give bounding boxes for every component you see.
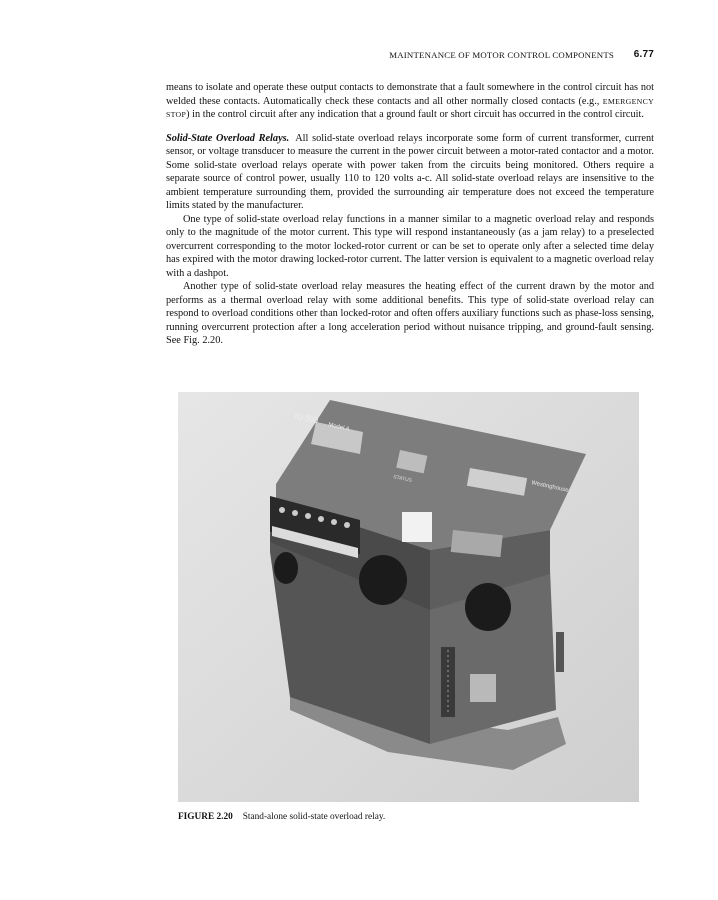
conductor-hole-third xyxy=(274,552,298,584)
emergency-stop-smallcaps: EMERGENCY STOP xyxy=(166,96,654,119)
conductor-hole-right xyxy=(465,583,511,631)
page-number: 6.77 xyxy=(633,49,654,60)
white-connector xyxy=(402,512,432,542)
figure-photo xyxy=(178,392,639,802)
paragraph-continuation: means to isolate and operate these output contacts to demonstrate that a fault somewhere in the control circuit has not welded these contacts. Automatically check these contacts and all other normally closed contacts (e.g., EMERGENCY STOP) in the control circuit after any indication that a ground fault or short circuit has occurred in the control circuit. xyxy=(166,82,654,120)
running-head xyxy=(166,50,654,62)
model-label: IQ 500 xyxy=(293,411,319,426)
model-sub-label: Model A xyxy=(327,422,351,433)
paragraph-magnitude-type: One type of solid-state overload relay functions in a manner similar to a magnetic overload relay and responds only to the magnitude of the motor current. This type will respond instantaneously (as a jam relay) to a preselected overcurrent corresponding to the motor locked-rotor current or can be set to operate only after a selected time delay has expired with the motor drawing locked-rotor current. The latter version is equivalent to a magnetic overload relay with a dashpot. xyxy=(166,213,654,279)
caption-text: Stand-alone solid-state overload relay. xyxy=(242,812,386,822)
conductor-hole-left xyxy=(359,555,407,605)
brand-label: Westinghouse xyxy=(530,480,569,494)
paragraph-solid-state-overload: Solid-State Overload Relays. All solid-state overload relays incorporate some form of current transformer, current sensor, or voltage transducer to measure the current in the power circuit between a motor-rated contactor and a motor. Some solid-state overload relays operate with power taken from the circuits being monitored. Others require a separate source of control power, usually 110 to 120 volts a-c. All solid-state overload relays are insensitive to the ambient temperature surrounding them, provided the surrounding air temperature does not exceed the temperature limits stated by the manufacturer. xyxy=(166,132,654,211)
status-label: STATUS xyxy=(392,474,413,484)
figure-label: FIGURE 2.20 xyxy=(178,812,233,822)
figure-caption xyxy=(178,812,639,822)
section-runin-heading: Solid-State Overload Relays. xyxy=(166,132,290,144)
running-title: MAINTENANCE OF MOTOR CONTROL COMPONENTS xyxy=(389,50,614,60)
paragraph-thermal-type: Another type of solid-state overload relay measures the heating effect of the current drawn by the motor and performs as a thermal overload relay with some additional benefits. This type of solid-state overload relay can respond to overload conditions other than locked-rotor and often offers auxiliary functions such as phase-loss sensing, running overcurrent protection after a long acceleration period without nuisance tripping, and ground-fault sensing. See Fig. 2.20. xyxy=(166,281,654,346)
side-connector xyxy=(470,674,496,702)
body-text xyxy=(166,81,654,348)
